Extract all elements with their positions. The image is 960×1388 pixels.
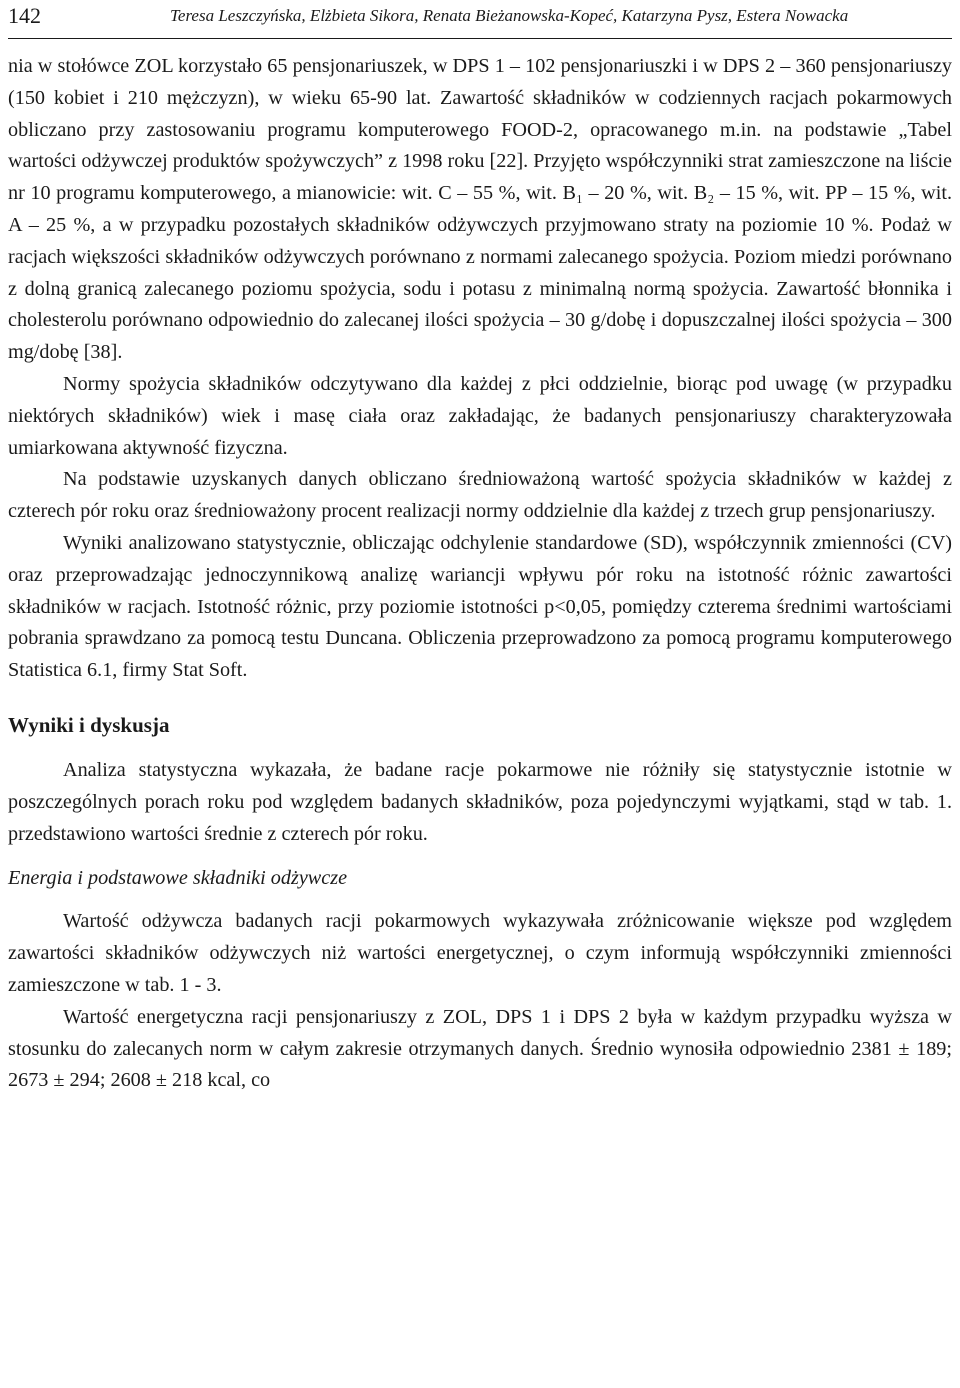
paragraph-weighted-values: Na podstawie uzyskanych danych obliczano średnioważoną wartość spożycia składników w każdej z czterech pór roku oraz średnioważony procent realizacji normy oddzielnie dla każdej z trzech grup pensjonariuszy. bbox=[8, 468, 952, 523]
paragraph-statistics: Wyniki analizowano statystycznie, obliczając odchylenie standardowe (SD), współczynnik zmienności (CV) oraz przeprowadzając jednoczynnikową analizę wariancji wpływu pór roku na istotność różnic zawartości składników w racjach. Istotność różnic, przy poziomie istotności p<0,05, pomiędzy czterema średnimi wartościami pobrania sprawdzano za pomocą testu Duncana. Obliczenia przeprowadzono za pomocą programu komputerowego Statistica 6.1, firmy Stat Soft. bbox=[8, 531, 952, 682]
running-head-authors: Teresa Leszczyńska, Elżbieta Sikora, Renata Bieżanowska-Kopeć, Katarzyna Pysz, Estera Nowacka bbox=[170, 6, 849, 25]
subsection-heading-energy: Energia i podstawowe składniki odżywcze bbox=[8, 867, 348, 890]
paragraph-methods-continued: nia w stołówce ZOL korzystało 65 pensjonariuszek, w DPS 1 – 102 pensjonariuszki i w DPS 2 – 360 pensjonariuszy (150 kobiet i 210 mężczyzn), w wieku 65-90 lat. Zawartość składników w codziennych racjach pokarmowych obliczano przy zastosowaniu programu komputerowego FOOD-2, opracowanego m.in. na podstawie „Tabel wartości odżywczej produktów spożywczych” z 1998 roku [22]. Przyjęto współczynniki strat zamieszczone na liście nr 10 programu komputerowego, a mianowicie: wit. C – 55 %, wit. B₁ – 20 %, wit. B₂ – 15 %, wit. PP – 15 %, wit. A – 25 %, a w przypadku pozostałych składników odżywczych przyjmowano straty na poziomie 10 %. Podaż w racjach większości składników odżywczych porównano z normami zalecanego spożycia. Poziom miedzi porównano z dolną granicą zalecanego poziomu spożycia, sodu i potasu z minimalną normą spożycia. Zawartość błonnika i cholesterolu porównano odpowiednio do zalecanej ilości spożycia – 30 g/dobę i dopuszczalnej ilości spożycia – 300 mg/dobę [38]. bbox=[8, 55, 953, 364]
section-heading-results: Wyniki i dyskusja bbox=[8, 712, 170, 737]
page-header bbox=[8, 0, 952, 39]
paragraph-energy-value: Wartość energetyczna racji pensjonariuszy z ZOL, DPS 1 i DPS 2 była w każdym przypadku wyższa w stosunku do zalecanych norm w całym zakresie otrzymanych danych. Średnio wynosiła odpowiednio 2381 ± 189; 2673 ± 294; 2608 ± 218 kcal, co bbox=[8, 1005, 952, 1092]
paragraph-nutritional-value: Wartość odżywcza badanych racji pokarmowych wykazywała zróżnicowanie większe pod względem zawartości składników odżywczych niż wartości energetycznej, o czym informują współczynniki zmienności zamieszczone w tab. 1 - 3. bbox=[8, 910, 952, 996]
page-body bbox=[8, 51, 952, 1097]
page-number: 142 bbox=[8, 3, 41, 28]
paragraph-norms: Normy spożycia składników odczytywano dla każdej z płci oddzielnie, biorąc pod uwagę (w przypadku niektórych składników) wiek i masę ciała oraz zakładając, że badanych pensjonariuszy charakteryzowała umiarkowana aktywność fizyczna. bbox=[8, 372, 952, 459]
paragraph-results-intro: Analiza statystyczna wykazała, że badane racje pokarmowe nie różniły się statystycznie istotnie w poszczególnych porach roku pod względem badanych składników, poza pojedynczymi wyjątkami, stąd w tab. 1. przedstawiono wartości średnie z czterech pór roku. bbox=[8, 758, 952, 845]
